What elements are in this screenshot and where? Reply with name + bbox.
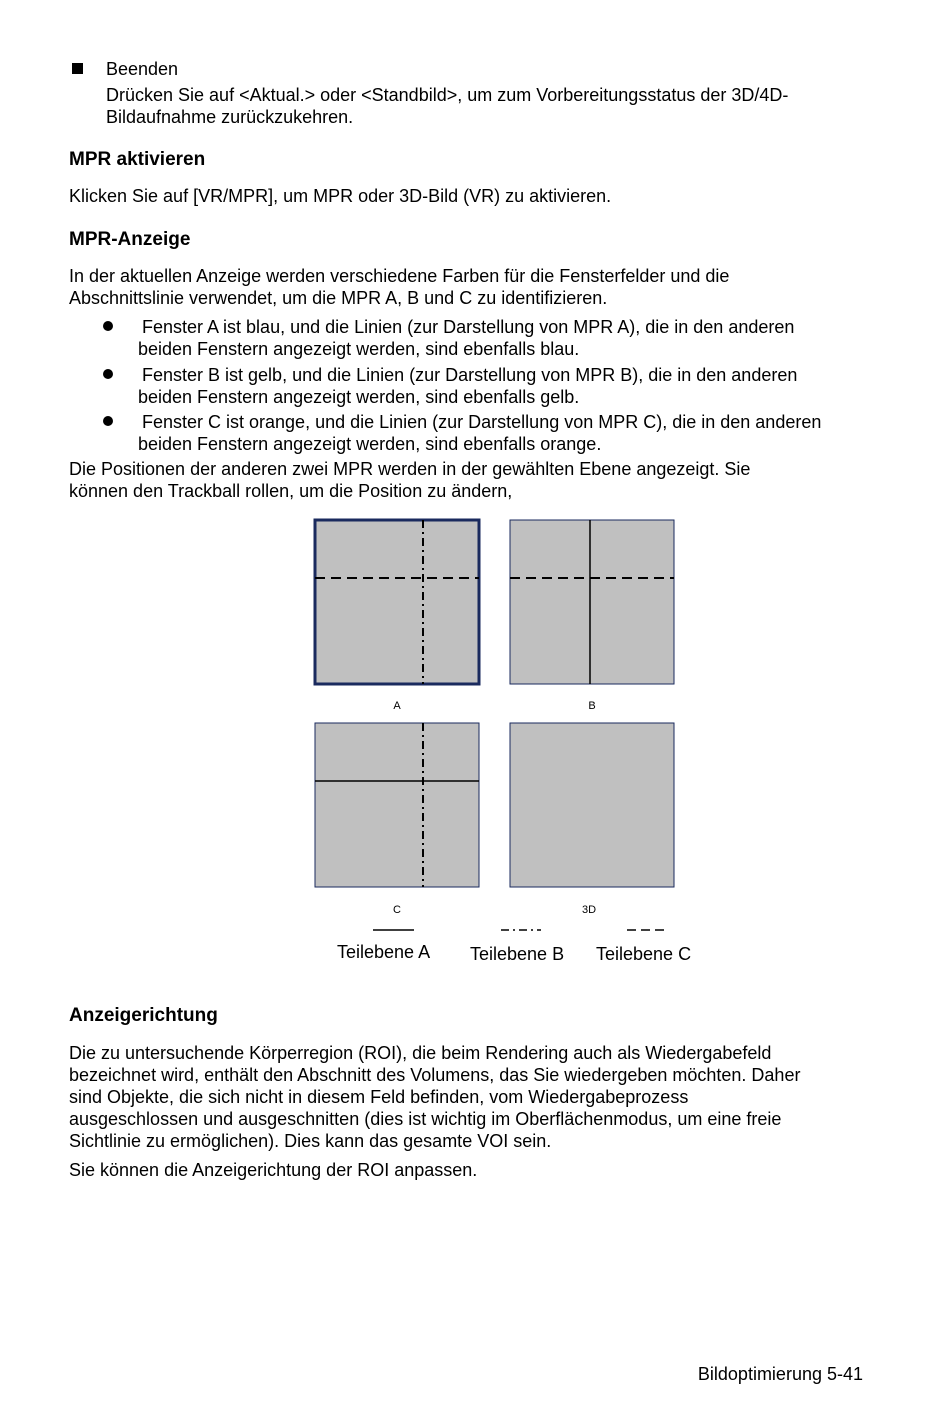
panel-a	[315, 520, 479, 684]
anzeigerichtung-line5: Sichtlinie zu ermöglichen). Dies kann das gesamte VOI sein.	[69, 1131, 552, 1151]
mpr-anzeige-intro-line2: Abschnittslinie verwendet, um die MPR A, B und C zu identifizieren.	[69, 288, 608, 308]
mpr-anzeige-outro-line1: Die Positionen der anderen zwei MPR werden in der gewählten Ebene angezeigt. Sie	[69, 459, 751, 479]
anzeigerichtung-line3: sind Objekte, die sich nicht in diesem Feld befinden, vom Wiedergabeprozess	[69, 1087, 689, 1107]
mpr-anzeige-intro-line1: In der aktuellen Anzeige werden verschiedene Farben für die Fensterfelder und die	[69, 266, 730, 286]
beenden-label: Beenden	[106, 59, 179, 79]
mpr-aktivieren-text: Klicken Sie auf [VR/MPR], um MPR oder 3D-Bild (VR) zu aktivieren.	[69, 186, 612, 206]
legend-label-a: Teilebene A	[337, 942, 431, 962]
legend-label-c: Teilebene C	[596, 944, 692, 964]
panel-label-c: C	[393, 904, 401, 916]
panel-c	[315, 723, 479, 887]
bullet-b-line1: Fenster B ist gelb, und die Linien (zur Darstellung von MPR B), die in den anderen	[142, 365, 798, 385]
panel-label-b: B	[588, 700, 596, 712]
bullet-c-line1: Fenster C ist orange, und die Linien (zur Darstellung von MPR C), die in den anderen	[142, 412, 822, 432]
beenden-text-line2: Bildaufnahme zurückzukehren.	[106, 107, 354, 127]
heading-mpr-aktivieren: MPR aktivieren	[69, 149, 206, 170]
panel-label-a: A	[393, 700, 401, 712]
mpr-anzeige-outro-line2: können den Trackball rollen, um die Position zu ändern,	[69, 481, 513, 501]
panel-3d	[510, 723, 674, 887]
panel-label-3d: 3D	[581, 904, 597, 916]
bullet-a-line1: Fenster A ist blau, und die Linien (zur Darstellung von MPR A), die in den anderen	[142, 317, 795, 337]
anzeigerichtung-closing: Sie können die Anzeigerichtung der ROI anpassen.	[69, 1160, 478, 1180]
anzeigerichtung-line2: bezeichnet wird, enthält den Abschnitt des Volumens, das Sie wiedergeben möchten. Daher	[69, 1065, 801, 1085]
legend-label-b: Teilebene B	[470, 944, 565, 964]
anzeigerichtung-line4: ausgeschlossen und ausgeschnitten (dies ist wichtig im Oberflächenmodus, um eine freie	[69, 1109, 782, 1129]
panel-b	[510, 520, 674, 684]
bullet-a-line2: beiden Fenstern angezeigt werden, sind ebenfalls blau.	[138, 339, 580, 359]
bullet-c-line2: beiden Fenstern angezeigt werden, sind ebenfalls orange.	[138, 434, 602, 454]
page-footer: Bildoptimierung 5-41	[697, 1364, 863, 1384]
heading-anzeigerichtung: Anzeigerichtung	[69, 1005, 218, 1026]
anzeigerichtung-line1: Die zu untersuchende Körperregion (ROI), die beim Rendering auch als Wiedergabefeld	[69, 1043, 772, 1063]
beenden-text-line1: Drücken Sie auf <Aktual.> oder <Standbild>, um zum Vorbereitungsstatus der 3D/4D-	[106, 85, 789, 105]
heading-mpr-anzeige: MPR-Anzeige	[69, 229, 191, 250]
bullet-b-line2: beiden Fenstern angezeigt werden, sind ebenfalls gelb.	[138, 387, 580, 407]
